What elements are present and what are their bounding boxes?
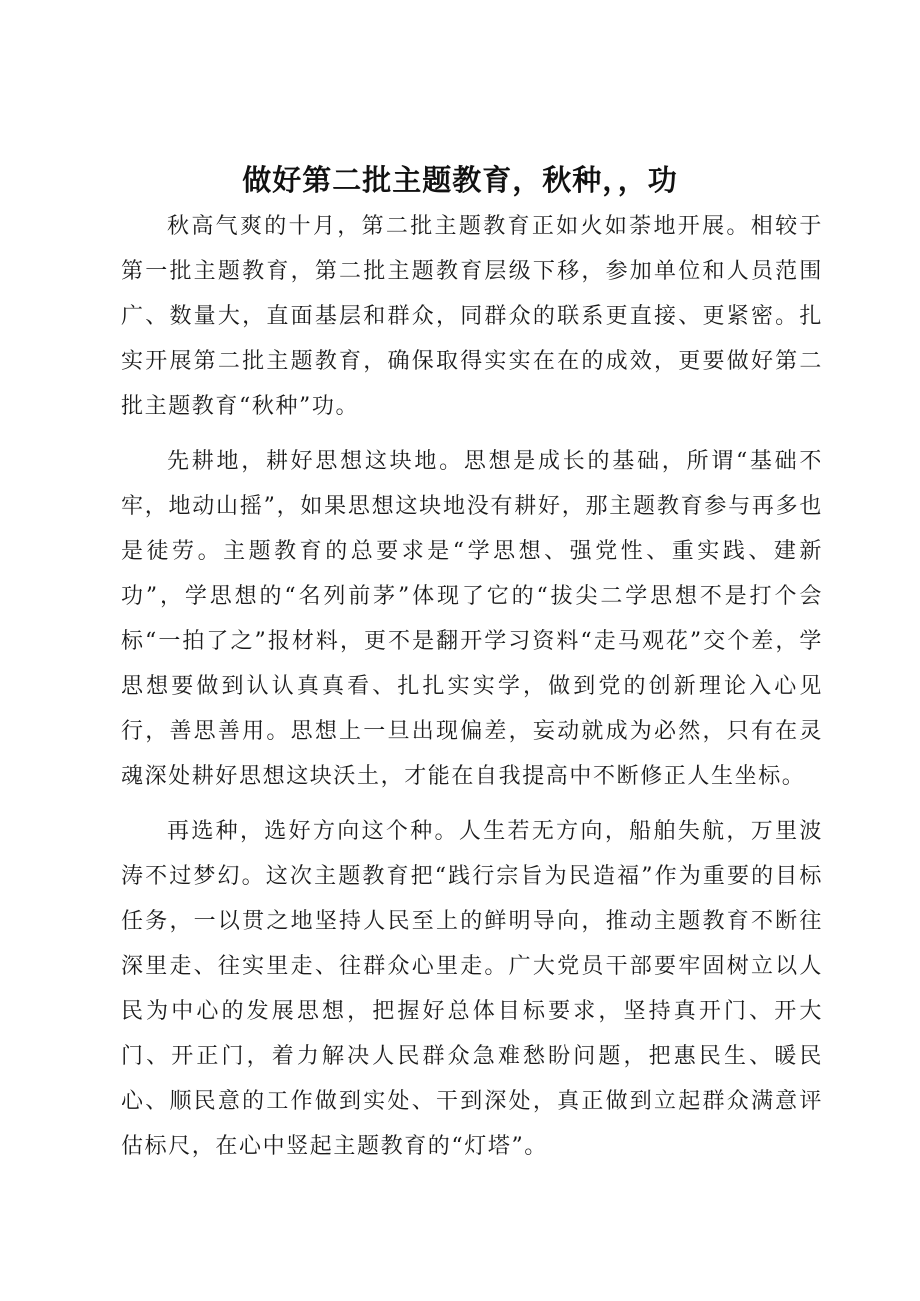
document-body: [121, 204, 823, 1179]
paragraph-1: 秋高气爽的十月，第二批主题教育正如火如荼地开展。相较于第一批主题教育，第二批主题教育层级下移，参加单位和人员范围广、数量大，直面基层和群众，同群众的联系更直接、更紧密。扎实开展第二批主题教育，确保取得实实在在的成效，更要做好第二批主题教育“秋种”功。: [121, 214, 823, 419]
paragraph-2: 先耕地，耕好思想这块地。思想是成长的基础，所谓“基础不牢，地动山摇”，如果思想这块地没有耕好，那主题教育参与再多也是徒劳。主题教育的总要求是“学思想、强党性、重实践、建新功”，学思想的“名列前茅”体现了它的“拔尖二学思想不是打个会标“一拍了之”报材料，更不是翻开学习资料“走马观花”交个差，学思想要做到认认真真看、扎扎实实学，做到党的创新理论入心见行，善思善用。思想上一旦出现偏差，妄动就成为必然，只有在灵魂深处耕好思想这块沃土，才能在自我提高中不断修正人生坐标。: [121, 449, 823, 789]
document-title: 做好第二批主题教育，秋种，，功: [242, 163, 678, 197]
paragraph-3: 再选种，选好方向这个种。人生若无方向，船舶失航，万里波涛不过梦幻。这次主题教育把“践行宗旨为民造福”作为重要的目标任务，一以贯之地坚持人民至上的鲜明导向，推动主题教育不断往深里走、往实里走、往群众心里走。广大党员干部要牢固树立以人民为中心的发展思想，把握好总体目标要求，坚持真开门、开大门、开正门，着力解决人民群众急难愁盼问题，把惠民生、暖民心、顺民意的工作做到实处、干到深处，真正做到立起群众满意评估标尺，在心中竖起主题教育的“灯塔”。: [121, 819, 823, 1159]
